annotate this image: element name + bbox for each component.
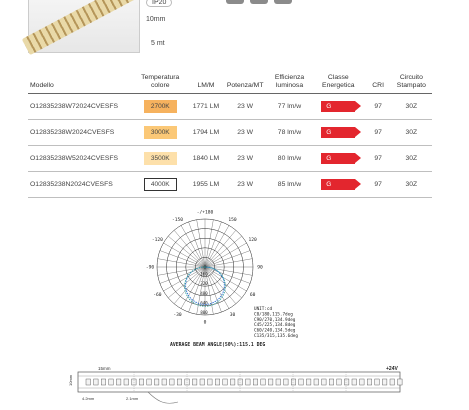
polar-legend-item: C0/180,115.7deg [254, 312, 293, 318]
led-chip [291, 379, 296, 385]
cct-badge: 4000K [144, 178, 177, 191]
polar-legend-item: UNIT:cd [254, 307, 273, 312]
led-chip [215, 379, 220, 385]
energy-class-badge: G [321, 127, 355, 138]
led-chip [139, 379, 144, 385]
polar-angle-label: -30 [173, 313, 182, 319]
table-row [28, 172, 432, 198]
led-chip [398, 379, 403, 385]
lumen-cell: 1771 LM [190, 94, 223, 120]
strip-technical-drawing [60, 362, 410, 410]
led-chip [360, 379, 365, 385]
leader-line [148, 392, 178, 403]
energy-cell [311, 94, 365, 120]
cct-cell [131, 120, 190, 146]
lumen-cell: 1840 LM [190, 146, 223, 172]
polar-angle-label: 0 [203, 320, 207, 326]
polar-angle-label: -90 [145, 265, 155, 271]
header-circuit: Circuito Stampato [391, 71, 432, 94]
table-row [28, 120, 432, 146]
polar-angle-label: 150 [228, 217, 237, 223]
strip-led-row [86, 372, 402, 392]
polar-angle-label: -150 [171, 217, 184, 223]
led-chip [116, 379, 121, 385]
led-chip [322, 379, 327, 385]
length-label: 2.1mm [126, 396, 139, 401]
led-chip [299, 379, 304, 385]
table-row [28, 94, 432, 120]
cri-cell: 97 [366, 172, 391, 198]
efficiency-cell: 77 lm/w [268, 94, 311, 120]
energy-cell [311, 172, 365, 198]
beam-angle-caption: AVERAGE BEAM ANGLE(50%):115.1 DEG [170, 343, 266, 348]
header-energy-class: Classe Energetica [311, 71, 365, 94]
led-strip-photo [22, 0, 136, 55]
energy-class-badge: G [321, 153, 355, 164]
energy-class-badge: G [321, 101, 355, 112]
polar-angle-label: 120 [248, 238, 257, 244]
led-chip [306, 379, 311, 385]
led-chip [253, 379, 258, 385]
energy-class-badge: G [321, 179, 355, 190]
polar-angle-label: 60 [249, 293, 256, 299]
feature-icons [226, 0, 292, 4]
lumen-cell: 1955 LM [190, 172, 223, 198]
lumen-cell: 1794 LM [190, 120, 223, 146]
led-chip [284, 379, 289, 385]
led-chip [200, 379, 205, 385]
led-chip [208, 379, 213, 385]
led-chip [223, 379, 228, 385]
polar-legend-item: C90/270,134.9deg [254, 317, 296, 323]
power-cell: 23 W [222, 120, 268, 146]
led-chip [94, 379, 99, 385]
polar-radial-label: 320 [200, 281, 208, 287]
cct-cell [131, 94, 190, 120]
polar-radial-label: 480 [200, 290, 208, 296]
polar-legend-item: C45/225,134.8deg [254, 323, 296, 329]
header-efficiency: Efficienza luminosa [268, 71, 311, 94]
cct-cell [131, 172, 190, 198]
header-color-temp: Temperatura colore [131, 71, 190, 94]
cri-cell: 97 [366, 120, 391, 146]
led-chip [101, 379, 106, 385]
circuit-cell: 30Z [391, 172, 432, 198]
cct-badge: 2700K [144, 100, 177, 113]
polar-angle-label: -120 [151, 238, 163, 244]
circuit-cell: 30Z [391, 120, 432, 146]
energy-cell [311, 120, 365, 146]
product-image [28, 0, 140, 53]
cct-badge: 3000K [144, 126, 177, 139]
led-chip [367, 379, 372, 385]
model-cell: O12835238N2024CVESFS [28, 172, 131, 198]
model-cell: O12835238W72024CVESFS [28, 94, 131, 120]
led-chip [352, 379, 357, 385]
polar-angle-label: -/+180 [196, 210, 214, 216]
power-cell: 23 W [222, 94, 268, 120]
header-model: Modello [28, 71, 131, 94]
led-chip [86, 379, 91, 385]
header-cri: CRI [366, 71, 391, 94]
led-chip [344, 379, 349, 385]
polar-light-distribution [145, 210, 320, 350]
cri-cell: 97 [366, 146, 391, 172]
energy-cell [311, 146, 365, 172]
led-chip [375, 379, 380, 385]
polar-angle-label: -60 [153, 293, 162, 299]
power-cell: 23 W [222, 146, 268, 172]
feature-icon-2 [250, 0, 268, 4]
led-chip [162, 379, 167, 385]
polar-radial-label: 800 [200, 310, 208, 315]
table-header-row [28, 71, 432, 94]
led-chip [276, 379, 281, 385]
led-chip [337, 379, 342, 385]
polar-legend-item: C60/240,134.5deg [254, 328, 296, 334]
polar-legend-item: C135/315,135.6deg [254, 334, 298, 339]
model-cell: O12835238W52024CVESFS [28, 146, 131, 172]
led-chip [382, 379, 387, 385]
voltage-label: +24V [386, 366, 398, 372]
model-cell: O12835238W2024CVESFS [28, 120, 131, 146]
cct-cell [131, 146, 190, 172]
pitch-label: 15mm [98, 366, 111, 371]
table-row [28, 146, 432, 172]
cut-label: 4.2mm [82, 396, 95, 401]
efficiency-cell: 85 lm/w [268, 172, 311, 198]
feature-icon-1 [226, 0, 244, 4]
led-chip [192, 379, 197, 385]
polar-angle-label: 30 [229, 313, 236, 319]
led-chip [238, 379, 243, 385]
cct-badge: 3500K [144, 152, 177, 165]
polar-angle-label: 90 [257, 265, 263, 271]
efficiency-cell: 78 lm/w [268, 120, 311, 146]
efficiency-cell: 80 lm/w [268, 146, 311, 172]
cri-cell: 97 [366, 94, 391, 120]
led-chip [124, 379, 129, 385]
polar-legend [254, 306, 298, 339]
led-chip [314, 379, 319, 385]
led-chip [109, 379, 114, 385]
led-chip [154, 379, 159, 385]
width-label: 10mm [68, 374, 73, 386]
led-chip [177, 379, 182, 385]
led-chip [261, 379, 266, 385]
strip-width: 10mm [146, 16, 166, 23]
strip-length: 5 mt [151, 40, 165, 47]
product-table [28, 71, 432, 198]
ip-rating: IP20 [146, 0, 172, 7]
power-cell: 23 W [222, 172, 268, 198]
led-chip [170, 379, 175, 385]
led-chip [147, 379, 152, 385]
feature-icon-3 [274, 0, 292, 4]
header-lumen: LM/M [190, 71, 223, 94]
circuit-cell: 30Z [391, 146, 432, 172]
led-chip [390, 379, 395, 385]
led-chip [246, 379, 251, 385]
led-chip [329, 379, 334, 385]
led-chip [268, 379, 273, 385]
polar-radial-label: 160 [200, 271, 208, 277]
header-power: Potenza/MT [222, 71, 268, 94]
polar-radial-label: 640 [200, 300, 208, 306]
circuit-cell: 30Z [391, 94, 432, 120]
led-chip [230, 379, 235, 385]
